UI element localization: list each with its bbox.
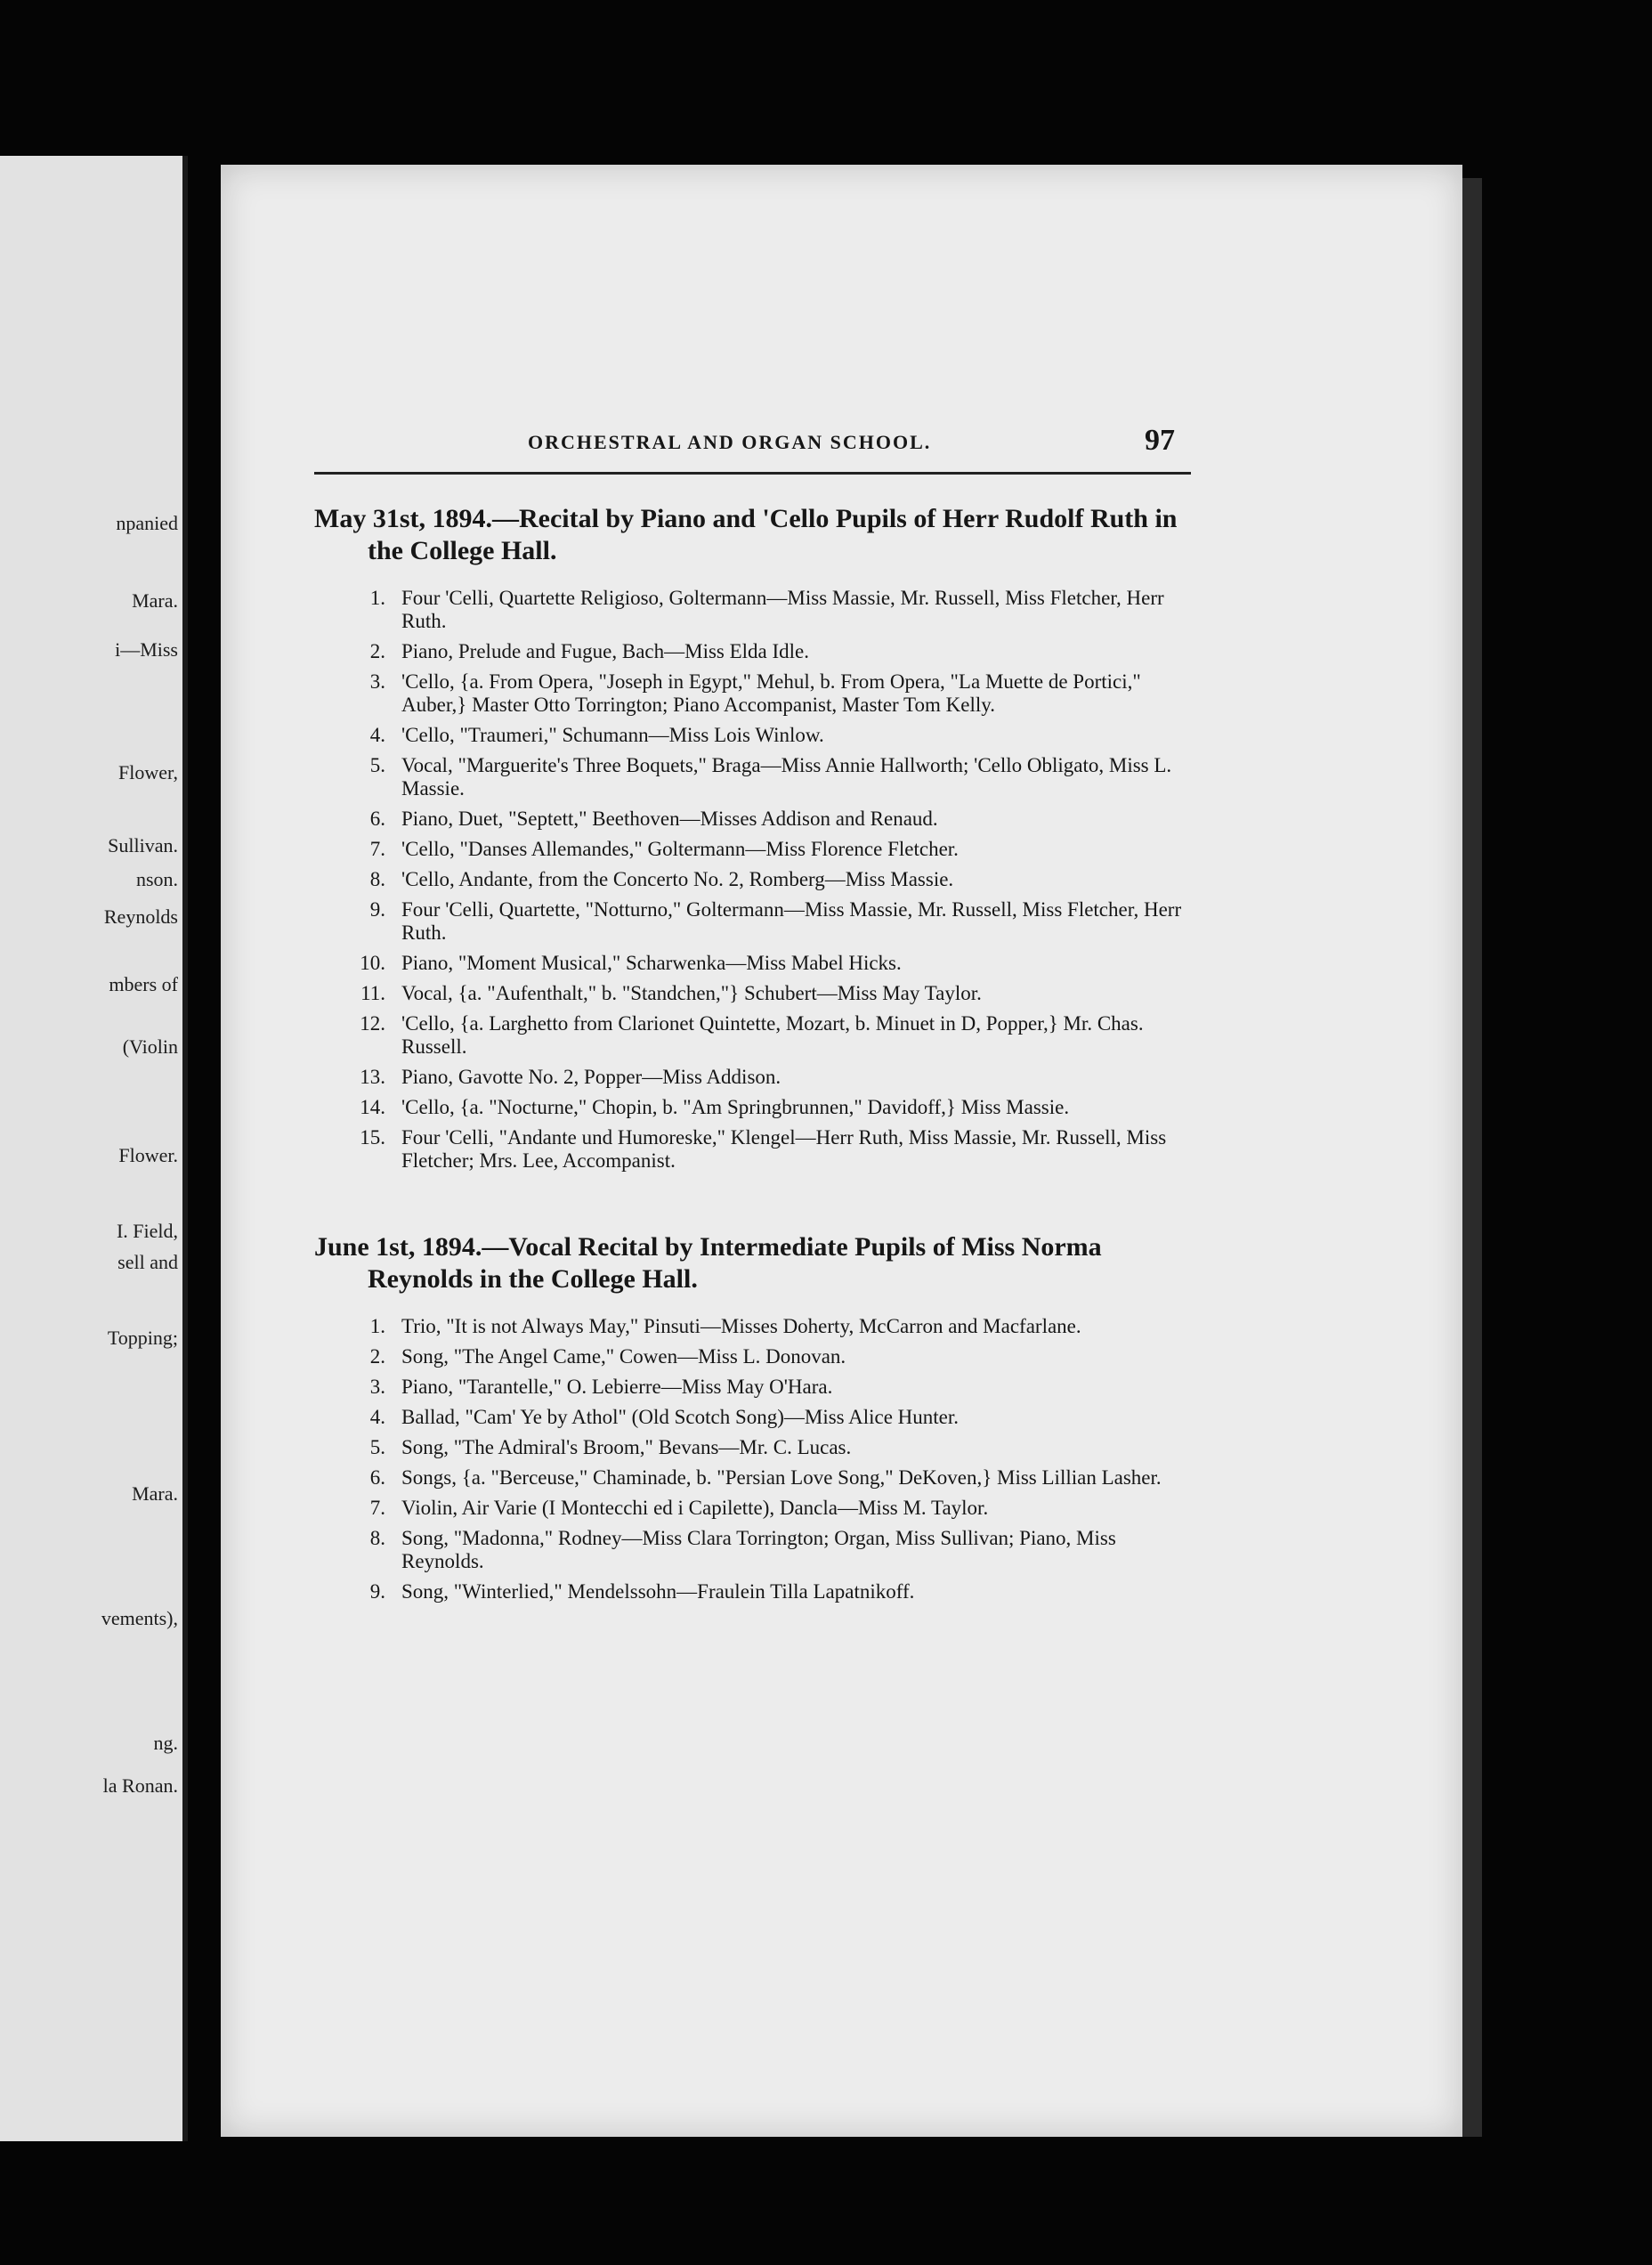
program-item xyxy=(314,640,1191,663)
program-item xyxy=(314,1580,1191,1603)
left-page-fragment: Mara. xyxy=(132,589,178,612)
program-item xyxy=(314,1066,1191,1089)
left-page-fragment: npanied xyxy=(116,512,178,534)
left-page-fragment: Flower. xyxy=(118,1144,178,1166)
running-head: ORCHESTRAL AND ORGAN SCHOOL. xyxy=(528,431,932,453)
program-item xyxy=(314,1315,1191,1338)
item-text: 'Cello, Andante, from the Concerto No. 2, Romberg—Miss Massie. xyxy=(401,868,954,890)
program-item xyxy=(314,1096,1191,1119)
item-text: Piano, "Tarantelle," O. Lebierre—Miss May O'Hara. xyxy=(401,1376,833,1398)
program-item xyxy=(314,1406,1191,1429)
item-text: Ballad, "Cam' Ye by Athol" (Old Scotch Song)—Miss Alice Hunter. xyxy=(401,1406,960,1428)
item-number: 13. xyxy=(360,1066,385,1088)
item-number: 6. xyxy=(369,1466,385,1489)
page-edge xyxy=(1462,178,1482,2137)
page-content xyxy=(314,503,1191,1611)
item-number: 15. xyxy=(360,1126,385,1149)
left-page-fragment: Topping; xyxy=(107,1327,178,1349)
program-item xyxy=(314,670,1191,717)
item-number: 9. xyxy=(369,898,385,921)
item-number: 2. xyxy=(369,640,385,662)
left-page-fragment: Sullivan. xyxy=(108,834,178,856)
left-page-fragment: I. Field, xyxy=(116,1220,178,1242)
item-number: 5. xyxy=(369,754,385,776)
program-item xyxy=(314,754,1191,800)
item-text: Vocal, "Marguerite's Three Boquets," Braga—Miss Annie Hallworth; 'Cello Obligato, Miss L. Massie. xyxy=(401,754,1172,800)
page-header xyxy=(314,424,1191,475)
item-text: Song, "The Angel Came," Cowen—Miss L. Donovan. xyxy=(401,1345,846,1368)
item-number: 1. xyxy=(369,1315,385,1337)
left-page-fragment: ng. xyxy=(153,1732,178,1754)
section-heading: June 1st, 1894.—Vocal Recital by Intermediate Pupils of Miss Norma Reynolds in the College Hall. xyxy=(314,1232,1102,1294)
item-text: 'Cello, {a. From Opera, "Joseph in Egypt," Mehul, b. From Opera, "La Muette de Portici," Auber,} Master Otto Torrington; Piano Accompanist, Master Tom Kelly. xyxy=(401,670,1141,716)
recital-section-may xyxy=(314,503,1191,1173)
program-list xyxy=(314,1315,1191,1603)
program-list xyxy=(314,587,1191,1173)
item-number: 12. xyxy=(360,1012,385,1035)
item-number: 3. xyxy=(369,670,385,693)
program-item xyxy=(314,1376,1191,1399)
left-page-fragment: Reynolds xyxy=(103,905,178,928)
item-text: Song, "Winterlied," Mendelssohn—Fraulein Tilla Lapatnikoff. xyxy=(401,1580,915,1603)
item-number: 4. xyxy=(369,1406,385,1428)
left-page-fragment: la Ronan. xyxy=(102,1774,178,1797)
left-page-fragment: vements), xyxy=(101,1607,178,1629)
program-item xyxy=(314,1527,1191,1573)
item-text: Piano, Prelude and Fugue, Bach—Miss Elda Idle. xyxy=(401,640,810,662)
item-text: 'Cello, {a. "Nocturne," Chopin, b. "Am Springbrunnen," Davidoff,} Miss Massie. xyxy=(401,1096,1070,1118)
program-item xyxy=(314,1497,1191,1520)
item-text: Four 'Celli, Quartette, "Notturno," Goltermann—Miss Massie, Mr. Russell, Miss Fletcher, Herr Ruth. xyxy=(401,898,1182,944)
program-item xyxy=(314,724,1191,747)
program-item xyxy=(314,952,1191,975)
program-item xyxy=(314,808,1191,831)
item-text: Four 'Celli, Quartette Religioso, Goltermann—Miss Massie, Mr. Russell, Miss Fletcher, Herr Ruth. xyxy=(401,587,1164,632)
item-number: 8. xyxy=(369,1527,385,1549)
program-item xyxy=(314,1345,1191,1368)
program-item xyxy=(314,1012,1191,1059)
item-number: 5. xyxy=(369,1436,385,1458)
left-page-fragment: sell and xyxy=(117,1251,178,1273)
item-number: 9. xyxy=(369,1580,385,1603)
left-page-fragment: mbers of xyxy=(109,973,178,995)
left-page-fragment: i—Miss xyxy=(115,638,178,661)
item-text: Piano, Duet, "Septett," Beethoven—Misses Addison and Renaud. xyxy=(401,808,938,830)
item-text: Song, "The Admiral's Broom," Bevans—Mr. C. Lucas. xyxy=(401,1436,852,1458)
item-number: 11. xyxy=(360,982,385,1004)
item-number: 4. xyxy=(369,724,385,746)
item-number: 6. xyxy=(369,808,385,830)
item-number: 10. xyxy=(360,952,385,974)
item-text: Violin, Air Varie (I Montecchi ed i Capilette), Dancla—Miss M. Taylor. xyxy=(401,1497,989,1519)
item-number: 2. xyxy=(369,1345,385,1368)
program-item xyxy=(314,838,1191,861)
program-item xyxy=(314,1436,1191,1459)
item-text: Song, "Madonna," Rodney—Miss Clara Torrington; Organ, Miss Sullivan; Piano, Miss Reynolds. xyxy=(401,1527,1116,1572)
left-page-fragment: nson. xyxy=(135,868,178,890)
item-text: Four 'Celli, "Andante und Humoreske," Klengel—Herr Ruth, Miss Massie, Mr. Russell, Miss Fletcher; Mrs. Lee, Accompanist. xyxy=(401,1126,1167,1172)
item-text: 'Cello, "Traumeri," Schumann—Miss Lois Winlow. xyxy=(401,724,824,746)
program-item xyxy=(314,587,1191,633)
item-number: 8. xyxy=(369,868,385,890)
recital-section-june xyxy=(314,1231,1191,1603)
item-number: 14. xyxy=(360,1096,385,1118)
item-text: Songs, {a. "Berceuse," Chaminade, b. "Persian Love Song," DeKoven,} Miss Lillian Lasher. xyxy=(401,1466,1162,1489)
item-text: 'Cello, "Danses Allemandes," Goltermann—Miss Florence Fletcher. xyxy=(401,838,959,860)
left-page-fragment: Flower, xyxy=(118,761,178,783)
program-item xyxy=(314,982,1191,1005)
item-text: 'Cello, {a. Larghetto from Clarionet Quintette, Mozart, b. Minuet in D, Popper,} Mr. Chas. Russell. xyxy=(401,1012,1144,1058)
item-number: 1. xyxy=(369,587,385,609)
program-item xyxy=(314,1466,1191,1490)
program-item xyxy=(314,898,1191,945)
item-text: Vocal, {a. "Aufenthalt," b. "Standchen,"} Schubert—Miss May Taylor. xyxy=(401,982,982,1004)
item-text: Piano, "Moment Musical," Scharwenka—Miss Mabel Hicks. xyxy=(401,952,902,974)
item-number: 7. xyxy=(369,1497,385,1519)
page-number: 97 xyxy=(1145,424,1175,457)
left-page-fragment: Mara. xyxy=(132,1482,178,1505)
item-number: 7. xyxy=(369,838,385,860)
section-heading: May 31st, 1894.—Recital by Piano and 'Cello Pupils of Herr Rudolf Ruth in the College Hall. xyxy=(314,504,1178,565)
item-text: Trio, "It is not Always May," Pinsuti—Misses Doherty, McCarron and Macfarlane. xyxy=(401,1315,1081,1337)
item-number: 3. xyxy=(369,1376,385,1398)
item-text: Piano, Gavotte No. 2, Popper—Miss Addison. xyxy=(401,1066,781,1088)
left-page-fragment: (Violin xyxy=(122,1035,178,1058)
program-item xyxy=(314,868,1191,891)
program-item xyxy=(314,1126,1191,1173)
